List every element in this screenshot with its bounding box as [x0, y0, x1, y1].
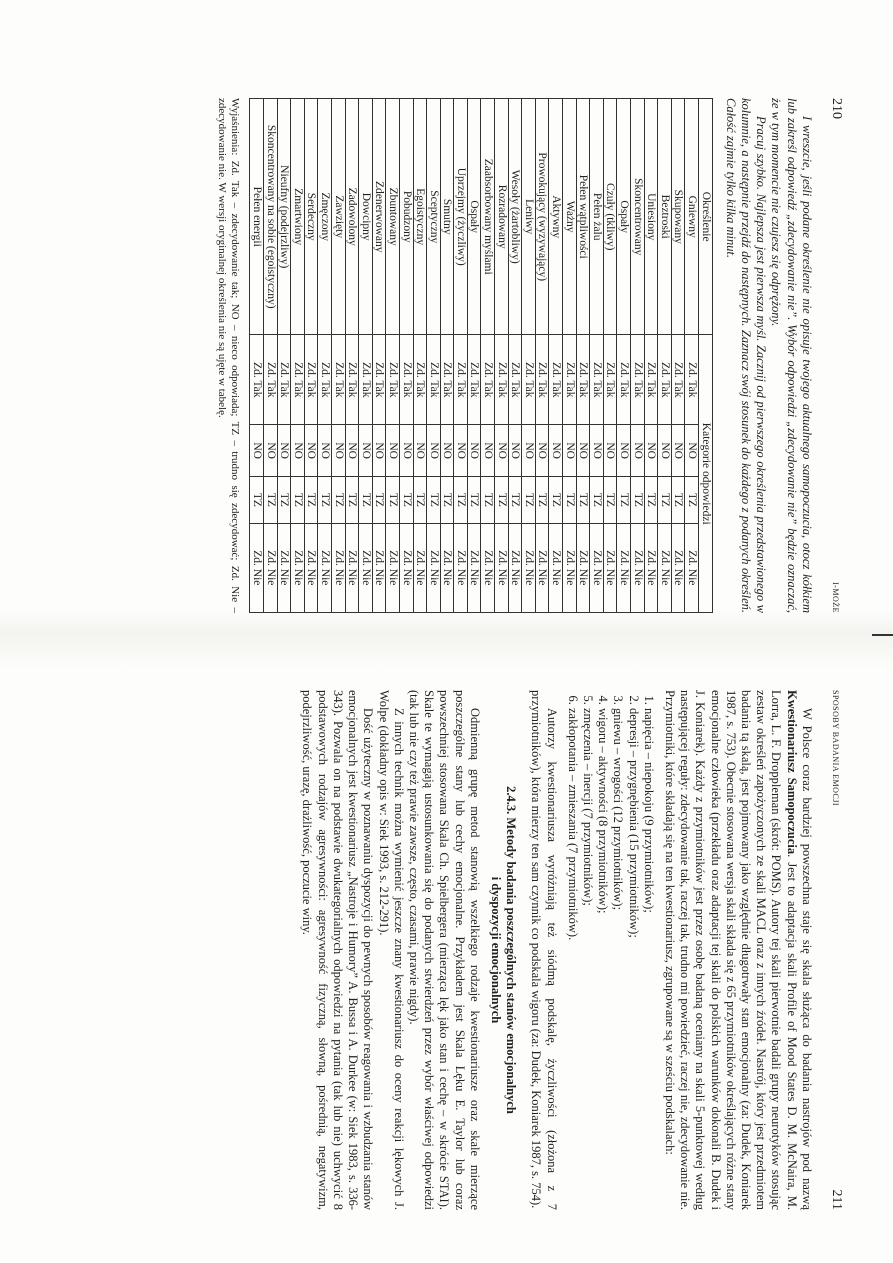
running-head: I-MOŻE: [831, 582, 840, 613]
answer-cell-somewhat: NO: [359, 425, 373, 477]
table-row: [440, 99, 454, 613]
answer-cell-no: Zd. Nie: [440, 523, 454, 612]
answer-cell-yes: Zd. Tak: [658, 335, 672, 425]
answer-cell-somewhat: NO: [250, 425, 264, 477]
answer-cell-yes: Zd. Tak: [291, 335, 305, 425]
answer-cell-no: Zd. Nie: [644, 523, 658, 612]
answer-cell-somewhat: NO: [644, 425, 658, 477]
answer-cell-no: Zd. Nie: [399, 523, 413, 612]
table-row: [277, 99, 291, 613]
answer-cell-yes: Zd. Tak: [590, 335, 604, 425]
answer-cell-yes: Zd. Tak: [331, 335, 345, 425]
answer-cell-somewhat: NO: [590, 425, 604, 477]
answer-cell-undecided: TZ: [440, 477, 454, 524]
adjective-cell: Czuły (tkliwy): [603, 99, 617, 335]
column-header-categories: Kategorie odpowiedzi: [698, 335, 712, 613]
answer-cell-undecided: TZ: [454, 477, 468, 524]
adjective-cell: Ważny: [563, 99, 577, 335]
answer-cell-no: Zd. Nie: [576, 523, 590, 612]
adjective-cell: Zmartwiony: [291, 99, 305, 335]
answer-cell-yes: Zd. Tak: [495, 335, 509, 425]
answer-cell-no: Zd. Nie: [263, 523, 277, 612]
table-row: [508, 99, 522, 613]
answer-cell-somewhat: NO: [263, 425, 277, 477]
answer-cell-somewhat: NO: [318, 425, 332, 477]
answer-cell-no: Zd. Nie: [413, 523, 427, 612]
answer-cell-undecided: TZ: [263, 477, 277, 524]
answer-cell-undecided: TZ: [399, 477, 413, 524]
answer-cell-undecided: TZ: [413, 477, 427, 524]
answer-cell-somewhat: NO: [549, 425, 563, 477]
answer-cell-yes: Zd. Tak: [576, 335, 590, 425]
answer-cell-somewhat: NO: [535, 425, 549, 477]
table-row: [318, 99, 332, 613]
answer-cell-yes: Zd. Tak: [399, 335, 413, 425]
answer-cell-no: Zd. Nie: [631, 523, 645, 612]
answer-cell-no: Zd. Nie: [549, 523, 563, 612]
answer-cell-undecided: TZ: [304, 477, 318, 524]
answer-cell-undecided: TZ: [508, 477, 522, 524]
table-row: [263, 99, 277, 613]
answer-cell-no: Zd. Nie: [291, 523, 305, 612]
answer-cell-undecided: TZ: [386, 477, 400, 524]
answer-cell-no: Zd. Nie: [467, 523, 481, 612]
table-row: [481, 99, 495, 613]
body-paragraph: Z innych technik można wymienić jeszcze znany kwestionariusz do oceny reakcji lękowych J. Wolpe (dokładny opis w: Siek 1993, s. 212-291).: [376, 690, 406, 1210]
answer-cell-undecided: TZ: [535, 477, 549, 524]
answer-cell-no: Zd. Nie: [481, 523, 495, 612]
table-row: [250, 99, 264, 613]
table-row: [495, 99, 509, 613]
page-number: 211: [829, 1189, 844, 1210]
answer-cell-no: Zd. Nie: [359, 523, 373, 612]
adjective-cell: Rozradowany: [495, 99, 509, 335]
table-row: [467, 99, 481, 613]
answer-cell-yes: Zd. Tak: [467, 335, 481, 425]
answer-cell-yes: Zd. Tak: [685, 335, 699, 425]
answer-cell-no: Zd. Nie: [331, 523, 345, 612]
answer-cell-no: Zd. Nie: [250, 523, 264, 612]
answer-cell-no: Zd. Nie: [277, 523, 291, 612]
answer-cell-no: Zd. Nie: [386, 523, 400, 612]
answer-cell-undecided: TZ: [549, 477, 563, 524]
answer-cell-somewhat: NO: [454, 425, 468, 477]
answer-cell-yes: Zd. Tak: [413, 335, 427, 425]
answer-cell-somewhat: NO: [467, 425, 481, 477]
answer-cell-undecided: TZ: [590, 477, 604, 524]
table-row: [644, 99, 658, 613]
answer-cell-somewhat: NO: [386, 425, 400, 477]
answer-cell-somewhat: NO: [399, 425, 413, 477]
adjective-cell: Zawzięty: [331, 99, 345, 335]
answer-cell-undecided: TZ: [345, 477, 359, 524]
table-row: [563, 99, 577, 613]
answer-cell-undecided: TZ: [427, 477, 441, 524]
table-row: [427, 99, 441, 613]
answer-cell-yes: Zd. Tak: [549, 335, 563, 425]
page-header: [828, 98, 844, 613]
body-paragraph: Dość użyteczny w poznawaniu dyspozycji do pewnych sposobów reagowania i wzbudzania stanów emocjonalnych jest kwestionariusz „Nastroje i Humory” A. Bussa i A. Durkee (w: Siek 1983, s. 336-343). Pozwala on na podstawie dwukategorialnych odpowiedzi na pytania (tak lub nie) uchwycić 8 podstawowych rodzajów agresywności: agresywność fizyczną, słowną, pośrednią, negatywizm, podejrzliwość, urazę, drażliwość, poczucie winy.: [300, 690, 376, 1210]
answer-cell-undecided: TZ: [291, 477, 305, 524]
adjective-cell: Leniwy: [522, 99, 536, 335]
answer-cell-somewhat: NO: [603, 425, 617, 477]
answer-cell-yes: Zd. Tak: [263, 335, 277, 425]
answer-cell-yes: Zd. Tak: [440, 335, 454, 425]
answer-cell-undecided: TZ: [631, 477, 645, 524]
answer-cell-no: Zd. Nie: [318, 523, 332, 612]
answer-cell-yes: Zd. Tak: [454, 335, 468, 425]
adjective-cell: Aktywny: [549, 99, 563, 335]
list-item: 3. gniewu – wrogości (12 przymiotników);: [610, 708, 625, 1210]
adjective-cell: Gniewny: [685, 99, 699, 335]
adjective-cell: Pobudzony: [399, 99, 413, 335]
answer-cell-somewhat: NO: [576, 425, 590, 477]
table-row: [372, 99, 386, 613]
answer-cell-no: Zd. Nie: [685, 523, 699, 612]
answer-cell-undecided: TZ: [495, 477, 509, 524]
answer-cell-somewhat: NO: [372, 425, 386, 477]
answer-cell-no: Zd. Nie: [508, 523, 522, 612]
list-item: 4. wigoru – aktywności (8 przymiotników);: [595, 708, 610, 1210]
answer-cell-no: Zd. Nie: [345, 523, 359, 612]
adjective-cell: Prowokujący (wyzywający): [535, 99, 549, 335]
answer-cell-yes: Zd. Tak: [304, 335, 318, 425]
answer-cell-somewhat: NO: [331, 425, 345, 477]
answer-cell-yes: Zd. Tak: [481, 335, 495, 425]
answer-cell-somewhat: NO: [631, 425, 645, 477]
adjective-cell: Zdenerwowany: [372, 99, 386, 335]
answer-cell-undecided: TZ: [318, 477, 332, 524]
answer-cell-yes: Zd. Tak: [603, 335, 617, 425]
answer-cell-no: Zd. Nie: [454, 523, 468, 612]
subscale-list: [565, 690, 656, 1210]
book-gutter: [0, 610, 893, 668]
answer-cell-undecided: TZ: [481, 477, 495, 524]
table-row: [685, 99, 699, 613]
answer-cell-no: Zd. Nie: [603, 523, 617, 612]
adjective-cell: Serdeczny: [304, 99, 318, 335]
text-span: . Jest to adaptacja skali Profile of Mood States D. M. McNaira, M. Lorra, L. F. Droppleman (skrót: POMS). Autory tej skali pierwotnie badali grupy neurotyków stosując zestaw określeń zapożyczonych ze skali MACL oraz z innych źródeł. Nastrój, który jest przedmiotem badania tą skalą, jest pojmowany jako względnie długotrwały stan emocjonalny (za: Dudek, Koniarek 1987, s. 753). Obecnie stosowana wersja skali składa się z 65 przymiotników określających różne stany emocjonalne człowieka (przekładu oraz adaptacji tej skali do polskich warunków dokonali B. Dudek i J. Koniarek). Każdy z przymiotników jest przez osobę badaną oceniany na skali 5-punktowej według następującej reguły: zdecydowanie tak, raczej tak, trudno mi powiedzieć, raczej nie, zdecydowanie nie. Przymiotniki, które składają się na ten kwestionariusz, zgrupowane są w sześciu podskalach:: [662, 690, 799, 1210]
table-row: [386, 99, 400, 613]
adjective-cell: Dowcipny: [359, 99, 373, 335]
answer-cell-no: Zd. Nie: [372, 523, 386, 612]
answer-cell-no: Zd. Nie: [495, 523, 509, 612]
text-span: W Polsce coraz bardziej powszechna staje się skala służąca do badania nastrojów pod nazwą: [799, 708, 814, 1210]
answer-cell-yes: Zd. Tak: [386, 335, 400, 425]
answer-cell-somewhat: NO: [671, 425, 685, 477]
body-paragraph: Autorzy kwestionariusza wyróżniają też siódmą podskalę, życzliwości (złożona z 7 przymiotników), która mierzy ten sam czynnik co podskala wigoru (za: Dudek, Koniarek 1987, s. 754).: [529, 690, 559, 1210]
answer-cell-yes: Zd. Tak: [535, 335, 549, 425]
table-row: [454, 99, 468, 613]
answer-cell-no: Zd. Nie: [590, 523, 604, 612]
body-paragraph: Odmienną grupę metod stanowią wszelkiego rodzaje kwestionariusze oraz skale mierzące poszczególne stany lub cechy emocjonalne. Przykładem jest Skala Lęku E. Taylor lub coraz powszechniej stosowana Skala Ch. Spielbergera (mierząca lęk jako stan i cechę – w skrócie STAI). Skale te wymagają ustosunkowania się do podanych stwierdzeń przez wybór właściwej odpowiedzi (tak lub nie czy też prawie zawsze, często, czasami, prawie nigdy).: [406, 690, 482, 1210]
list-item: 5. zmęczenia – inercji (7 przymiotników);: [580, 708, 595, 1210]
adjective-cell: Zadowolony: [345, 99, 359, 335]
answer-cell-somewhat: NO: [413, 425, 427, 477]
answer-cell-yes: Zd. Tak: [508, 335, 522, 425]
answer-cell-somewhat: NO: [481, 425, 495, 477]
answer-cell-yes: Zd. Tak: [617, 335, 631, 425]
answer-cell-undecided: TZ: [658, 477, 672, 524]
table-row: [399, 99, 413, 613]
answer-cell-no: Zd. Nie: [617, 523, 631, 612]
table-row: [304, 99, 318, 613]
answer-cell-yes: Zd. Tak: [671, 335, 685, 425]
answer-cell-yes: Zd. Tak: [427, 335, 441, 425]
answer-cell-somewhat: NO: [345, 425, 359, 477]
page-210: [68, 98, 844, 613]
adjective-cell: Skoncentrowany: [631, 99, 645, 335]
section-heading-line: i dyspozycji emocjonalnych: [488, 876, 503, 1024]
instruction-paragraph: I wreszcie, jeśli podane określenie nie opisuje twojego aktualnego samopoczucia, otocz kółkiem lub zakreśl odpowiedź „zdecydowanie nie”. Wybór odpowiedzi „zdecydowanie nie” będzie oznaczać, że w tym momencie nie czujesz się odprężony.: [769, 98, 814, 613]
answer-cell-undecided: TZ: [331, 477, 345, 524]
answer-cell-yes: Zd. Tak: [372, 335, 386, 425]
fold-mark: [872, 634, 893, 636]
table-row: [535, 99, 549, 613]
answer-cell-somewhat: NO: [658, 425, 672, 477]
answer-cell-no: Zd. Nie: [304, 523, 318, 612]
instruction-paragraph: Pracuj szybko. Najlepsza jest pierwsza myśl. Zacznij od pierwszego określenia przedstawionego w kolumnie, a następnie przejdź do następnych. Zaznacz swój stosunek do każdego z podanych określeń. Całość zajmie tylko kilka minut.: [723, 98, 769, 613]
page-211: [68, 690, 844, 1210]
adjective-cell: Sceptyczny: [427, 99, 441, 335]
answer-cell-yes: Zd. Tak: [345, 335, 359, 425]
adjective-cell: Beztroski: [658, 99, 672, 335]
adjective-cell: Wesoły (żartobliwy): [508, 99, 522, 335]
answer-cell-somewhat: NO: [427, 425, 441, 477]
table-row: [413, 99, 427, 613]
table-row: [345, 99, 359, 613]
adjective-cell: Smutny: [440, 99, 454, 335]
table-row: [658, 99, 672, 613]
table-row: [291, 99, 305, 613]
list-item: 6. zakłopotania – zmieszania (7 przymiotników).: [565, 708, 580, 1210]
column-header-adjective: Określenie: [698, 99, 712, 335]
table-row: [576, 99, 590, 613]
adjective-cell: Nieufny (podejrzliwy): [277, 99, 291, 335]
adjective-cell: Pełen żalu: [590, 99, 604, 335]
answer-cell-no: Zd. Nie: [563, 523, 577, 612]
section-heading: [488, 690, 518, 1210]
answer-cell-yes: Zd. Tak: [277, 335, 291, 425]
answer-cell-yes: Zd. Tak: [631, 335, 645, 425]
answer-cell-somewhat: NO: [277, 425, 291, 477]
answer-cell-yes: Zd. Tak: [359, 335, 373, 425]
answer-cell-no: Zd. Nie: [522, 523, 536, 612]
answer-cell-somewhat: NO: [563, 425, 577, 477]
table-body: [250, 99, 699, 613]
answer-cell-undecided: TZ: [644, 477, 658, 524]
adjective-cell: Zmęczony: [318, 99, 332, 335]
adjective-cell: Zbuntowany: [386, 99, 400, 335]
answer-cell-undecided: TZ: [250, 477, 264, 524]
table-row: [631, 99, 645, 613]
table-notes: Wyjaśnienia: Zd. Tak – zdecydowanie tak; NO – nieco odpowiada; TZ – trudno się zdecydować; Zd. Nie – zdecydowanie nie. W wersji oryginalnej określenia nie są ujęte w tabelę.: [216, 98, 242, 613]
adjective-cell: Ospały: [467, 99, 481, 335]
answer-cell-somewhat: NO: [291, 425, 305, 477]
table-row: [603, 99, 617, 613]
answer-cell-undecided: TZ: [277, 477, 291, 524]
answer-cell-undecided: TZ: [372, 477, 386, 524]
answer-cell-undecided: TZ: [603, 477, 617, 524]
adjective-cell: Uniesiony: [644, 99, 658, 335]
answer-cell-somewhat: NO: [617, 425, 631, 477]
answer-cell-somewhat: NO: [304, 425, 318, 477]
list-item: 2. depresji – przygnębienia (15 przymiotników);: [625, 708, 640, 1210]
page-number: 210: [829, 98, 844, 119]
table-row: [359, 99, 373, 613]
answer-cell-yes: Zd. Tak: [563, 335, 577, 425]
table-row: [549, 99, 563, 613]
adjective-cell: Uprzejmy (życzliwy): [454, 99, 468, 335]
section-heading-line: 2.4.3. Metody badania poszczególnych stanów emocjonalnych: [504, 786, 519, 1114]
answer-cell-somewhat: NO: [508, 425, 522, 477]
answer-cell-undecided: TZ: [576, 477, 590, 524]
table-row: [617, 99, 631, 613]
adjective-cell: Ospały: [617, 99, 631, 335]
answer-cell-yes: Zd. Tak: [644, 335, 658, 425]
answer-cell-no: Zd. Nie: [658, 523, 672, 612]
answer-cell-yes: Zd. Tak: [250, 335, 264, 425]
table-row: [590, 99, 604, 613]
answer-cell-undecided: TZ: [563, 477, 577, 524]
table-row: [522, 99, 536, 613]
table-row: [331, 99, 345, 613]
adjective-cell: Skupowany: [671, 99, 685, 335]
answer-cell-undecided: TZ: [359, 477, 373, 524]
answer-cell-somewhat: NO: [522, 425, 536, 477]
answer-cell-undecided: TZ: [671, 477, 685, 524]
answer-cell-somewhat: NO: [440, 425, 454, 477]
list-item: 1. napięcia – niepokoju (9 przymiotników);: [641, 708, 656, 1210]
adjective-cell: Pełen energii: [250, 99, 264, 335]
mood-questionnaire-table: [249, 98, 712, 613]
adjective-cell: Pełen wątpliwości: [576, 99, 590, 335]
answer-cell-no: Zd. Nie: [535, 523, 549, 612]
adjective-cell: Skoncentrowany na sobie (egoistyczny): [263, 99, 277, 335]
answer-cell-undecided: TZ: [685, 477, 699, 524]
answer-cell-undecided: TZ: [467, 477, 481, 524]
answer-cell-no: Zd. Nie: [427, 523, 441, 612]
answer-cell-somewhat: NO: [495, 425, 509, 477]
answer-cell-undecided: TZ: [617, 477, 631, 524]
answer-cell-yes: Zd. Tak: [318, 335, 332, 425]
answer-cell-no: Zd. Nie: [671, 523, 685, 612]
running-head: SPOSOBY BADANIA EMOCJI: [831, 690, 840, 807]
page-header: [828, 690, 844, 1210]
body-paragraph: [662, 690, 814, 1210]
answer-cell-undecided: TZ: [522, 477, 536, 524]
adjective-cell: Egoistyczny: [413, 99, 427, 335]
answer-cell-yes: Zd. Tak: [522, 335, 536, 425]
adjective-cell: Zaabsorbowany myślami: [481, 99, 495, 335]
answer-cell-somewhat: NO: [685, 425, 699, 477]
questionnaire-name: Kwestionariusz Samopoczucia: [784, 690, 799, 855]
table-row: [671, 99, 685, 613]
